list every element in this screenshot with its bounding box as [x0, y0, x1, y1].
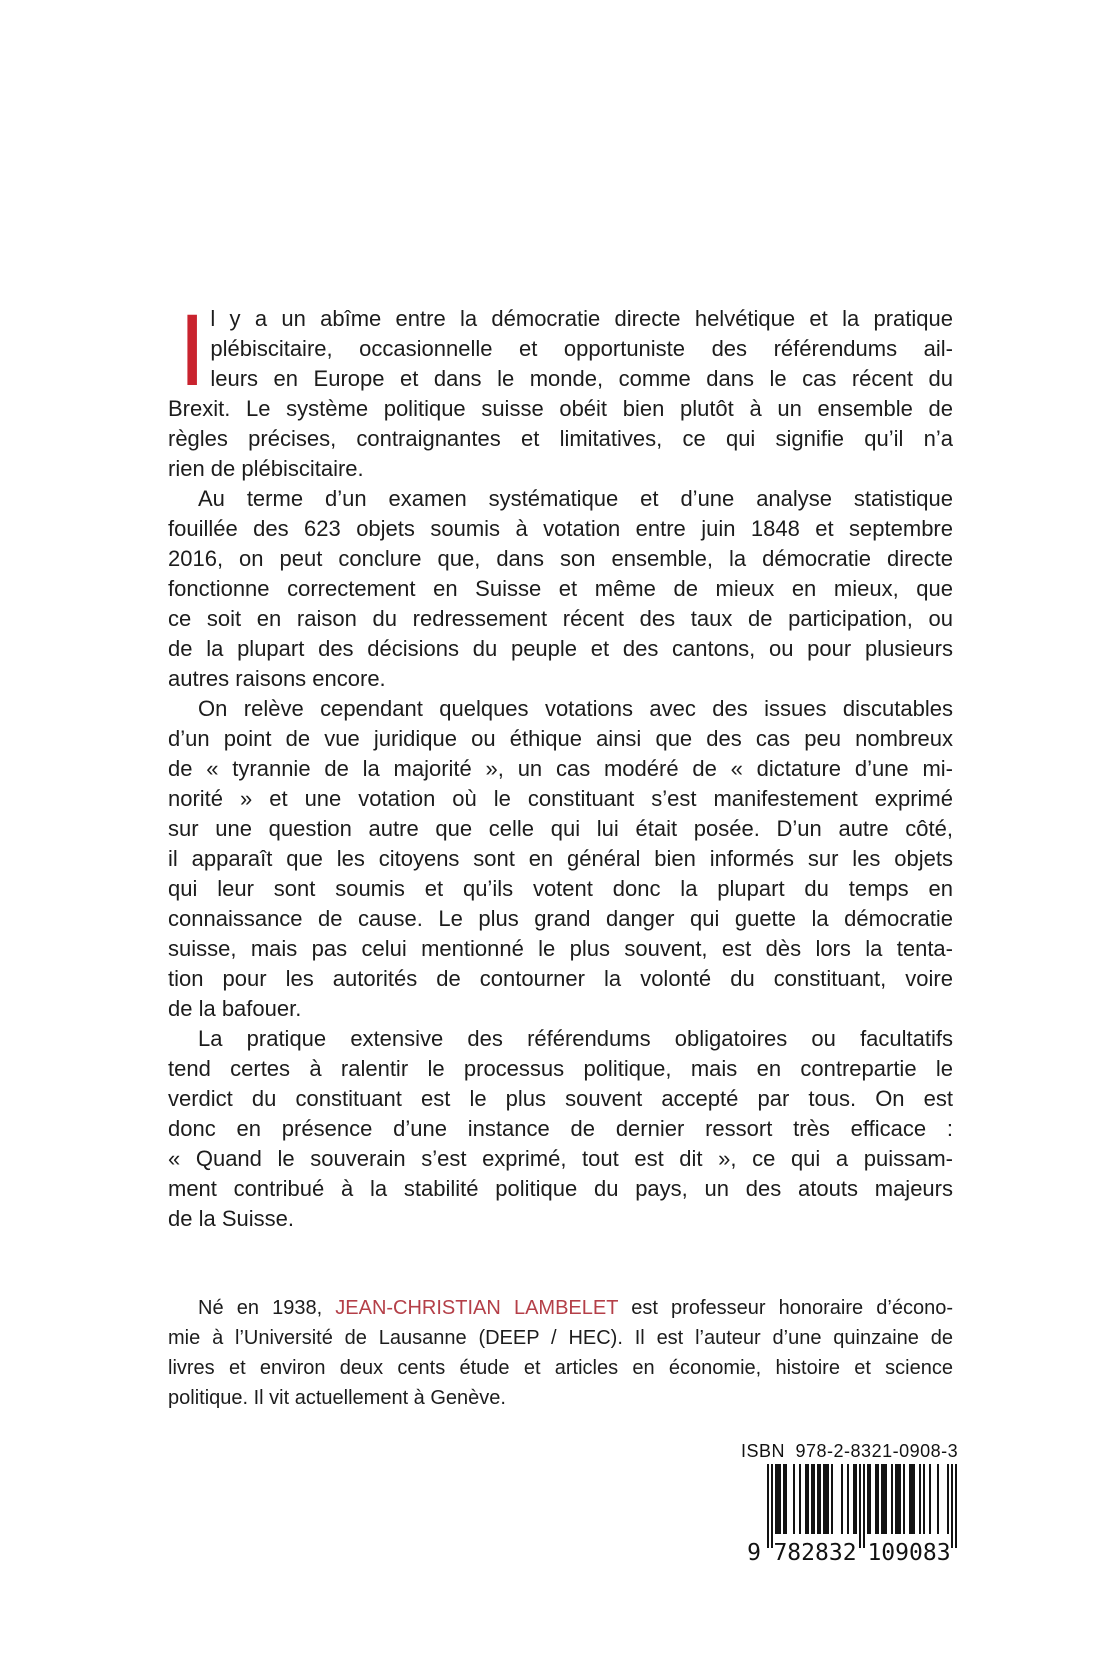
body-text-line: rien de plébiscitaire. [168, 456, 364, 481]
body-text-line: autres raisons encore. [168, 666, 386, 691]
isbn-label: ISBN 978-2-8321-0908-3 [741, 1441, 959, 1461]
body-text-line: On relève cependant quelques votations avec des issues discutables [198, 696, 953, 721]
body-text-line: « Quand le souverain s’est exprimé, tout est dit », ce qui a puissam- [168, 1146, 953, 1171]
body-text-line: Brexit. Le système politique suisse obéit bien plutôt à un ensemble de [168, 396, 953, 421]
barcode-digits: 9 [747, 1540, 761, 1562]
bio-line: politique. Il vit actuellement à Genève. [168, 1387, 506, 1409]
bio-line: livres et environ deux cents étude et articles en économie, histoire et science [168, 1357, 953, 1379]
body-text-line: tion pour les autorités de contourner la volonté du constituant, voire [168, 966, 953, 991]
body-text [168, 293, 953, 1234]
body-text-line: l y a un abîme entre la démocratie directe helvétique et la pratique [210, 306, 953, 331]
drop-cap-letter-i: I [178, 293, 207, 407]
body-text-line: leurs en Europe et dans le monde, comme dans le cas récent du [210, 366, 953, 391]
body-text-line: tend certes à ralentir le processus politique, mais en contrepartie le [168, 1056, 953, 1081]
body-text-line: verdict du constituant est le plus souvent accepté par tous. On est [168, 1086, 953, 1111]
body-text-line: fouillée des 623 objets soumis à votation entre juin 1848 et septembre [168, 516, 953, 541]
bio-line1-prefix: Né en 1938, [198, 1297, 336, 1319]
body-text-line: fonctionne correctement en Suisse et même de mieux en mieux, que [168, 576, 953, 601]
author-bio [168, 1293, 953, 1413]
body-text-line: ment contribué à la stabilité politique du pays, un des atouts majeurs [168, 1176, 953, 1201]
author-name: JEAN-CHRISTIAN LAMBELET [335, 1297, 619, 1319]
bio-line [168, 1293, 953, 1323]
body-text-line: connaissance de cause. Le plus grand danger qui guette la démocratie [168, 906, 953, 931]
body-text-line: donc en présence d’une instance de dernier ressort très efficace : [168, 1116, 953, 1141]
body-text-line: plébiscitaire, occasionnelle et opportuniste des référendums ail- [210, 336, 953, 361]
body-text-line: 2016, on peut conclure que, dans son ensemble, la démocratie directe [168, 546, 953, 571]
body-text-line: règles précises, contraignantes et limitatives, ce qui signifie qu’il n’a [168, 426, 953, 451]
body-text-line: de la Suisse. [168, 1206, 294, 1231]
body-text-line: de la plupart des décisions du peuple et des cantons, ou pour plusieurs [168, 636, 953, 661]
barcode-digits: 782832 [773, 1540, 857, 1562]
body-text-line: sur une question autre que celle qui lui était posée. D’un autre côté, [168, 816, 953, 841]
ean13-barcode [741, 1464, 957, 1562]
bio-line: mie à l’Université de Lausanne (DEEP / HEC). Il est l’auteur d’une quinzaine de [168, 1327, 953, 1349]
isbn-block [741, 1441, 957, 1562]
bio-line1-rest: est professeur honoraire d’écono- [618, 1297, 954, 1319]
body-text-line: qui leur sont soumis et qu’ils votent donc la plupart du temps en [168, 876, 953, 901]
barcode-digits: 109083 [867, 1540, 951, 1562]
body-text-line: La pratique extensive des référendums obligatoires ou facultatifs [198, 1026, 953, 1051]
body-text-line: de la bafouer. [168, 996, 302, 1021]
body-text-line: de « tyrannie de la majorité », un cas modéré de « dictature d’une mi- [168, 756, 953, 781]
body-text-line: suisse, mais pas celui mentionné le plus souvent, est dès lors la tenta- [168, 936, 953, 961]
body-text-line: Au terme d’un examen systématique et d’une analyse statistique [198, 486, 953, 511]
body-text-line: norité » et une votation où le constituant s’est manifestement exprimé [168, 786, 953, 811]
body-text-line: il apparaît que les citoyens sont en général bien informés sur les objets [168, 846, 953, 871]
body-text-line: ce soit en raison du redressement récent des taux de participation, ou [168, 606, 953, 631]
body-text-line: d’un point de vue juridique ou éthique ainsi que des cas peu nombreux [168, 726, 953, 751]
